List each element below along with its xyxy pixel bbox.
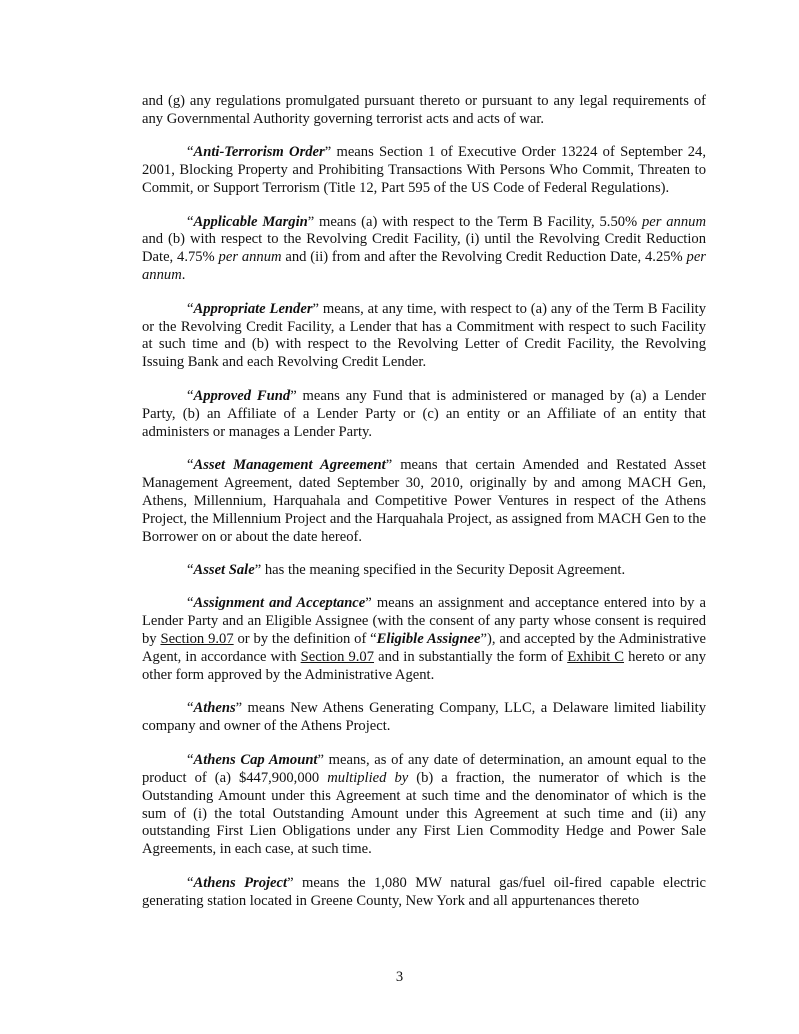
definition-appropriate-lender: “Appropriate Lender” means, at any time, with respect to (a) any of the Term B Facility or the Revolving Credit Facility, a Lender that has a Commitment with respect to such Facility at such time and (b) with respect to the Revolving Letter of Credit Facility, the Revolving Issuing Bank and each Revolving Credit Lender.: [142, 300, 706, 371]
definition-text: and (b) with respect to the Revolving Credit Facility, (i) until the Revolving Credit Reduction Date, 4.75%: [142, 231, 706, 266]
definition-text: ”), and accepted by the Administrative Agent, in accordance with: [142, 631, 707, 666]
definition-text: and in substantially the form of: [374, 649, 568, 666]
definition-approved-fund: “Approved Fund” means any Fund that is administered or managed by (a) a Lender Party, (b) an Affiliate of a Lender Party or (c) an entity or an Affiliate of an entity that administers or manages a Lender Party.: [142, 387, 706, 440]
definition-text: means (a) with respect to the Term B Facility, 5.50%: [314, 213, 642, 230]
definition-text: means Section 1 of Executive Order 13224 of September 24, 2001, Blocking Property and Prohibiting Transactions With Persons Who Commit, Threaten to Commit, or Support Terrorism (Title 12, Part 595 of the US Code of Federal Regulations).: [142, 144, 706, 197]
defined-term: Athens Cap Amount: [193, 751, 318, 768]
definition-athens-cap-amount: “Athens Cap Amount” means, as of any date of determination, an amount equal to the product of (a) $447,900,000 multiplied by (b) a fraction, the numerator of which is the Outstanding Amount under this Agreement at such time and the denominator of which is the sum of (i) the total Outstanding Amount under this Agreement at such time and (ii) any outstanding First Lien Obligations under any First Lien Commodity Hedge and Power Sale Agreements, in each case, at such time.: [142, 751, 707, 858]
definition-athens-project: “Athens Project” means the 1,080 MW natural gas/fuel oil-fired capable electric generating station located in Greene County, New York and all appurtenances thereto: [142, 874, 706, 909]
defined-term: Applicable Margin: [193, 213, 308, 230]
definition-anti-terrorism-order: “Anti-Terrorism Order” means Section 1 of Executive Order 13224 of September 24, 2001, Blocking Property and Prohibiting Transactions With Persons Who Commit, Threaten to Commit, or Support Terrorism (Title 12, Part 595 of the US Code of Federal Regulations).: [142, 144, 706, 197]
definition-text: means an assignment and acceptance entered into by a Lender Party and an Eligible Assignee (with the consent of any party whose consent is required by: [142, 595, 706, 648]
definition-text: and (ii) from and after the Revolving Credit Reduction Date, 4.25%: [281, 249, 687, 266]
defined-term: Athens Project: [193, 874, 288, 891]
defined-term: Athens: [193, 700, 236, 717]
definition-text: means, as of any date of determination, an amount equal to the product of (a) $447,900,000: [142, 751, 707, 786]
definition-text: means, at any time, with respect to (a) any of the Term B Facility or the Revolving Credit Facility, a Lender that has a Commitment with respect to such Facility at such time and (b) with respect to the Revolving Letter of Credit Facility, the Revolving Issuing Bank and each Revolving Credit Lender.: [142, 300, 706, 371]
defined-term: Asset Management Agreement: [193, 457, 386, 473]
definition-asset-management-agreement: “Asset Management Agreement” means that certain Amended and Restated Asset Management Agreement, dated September 30, 2010, originally by and among MACH Gen, Athens, Millennium, Harquahala and Competitive Power Ventures in respect of the Athens Project, the Millennium Project and the Harquahala Project, as assigned from MACH Gen to the Borrower on or about the date hereof.: [142, 457, 706, 545]
defined-term: Eligible Assignee: [376, 631, 481, 648]
section-reference: Section 9.07: [300, 649, 375, 666]
definition-asset-sale: “Asset Sale” has the meaning specified in the Security Deposit Agreement.: [187, 562, 626, 579]
defined-term: Asset Sale: [193, 562, 255, 579]
definition-text: hereto or any other form approved by the Administrative Agent.: [142, 649, 706, 684]
intro-paragraph: [142, 93, 706, 129]
exhibit-reference: Exhibit C: [567, 649, 625, 666]
intro-text: and (g) any regulations promulgated pursuant thereto or pursuant to any legal requirements of any Governmental Authority governing terrorist acts and acts of war.: [142, 93, 706, 127]
definition-text: means any Fund that is administered or managed by (a) a Lender Party, (b) an Affiliate of a Lender Party or (c) an entity or an Affiliate of an entity that administers or manages a Lender Party.: [142, 387, 706, 440]
italic-phrase: per annum: [142, 249, 706, 284]
definition-text: or by the definition of “: [233, 631, 377, 648]
section-reference: Section 9.07: [160, 631, 234, 648]
page-number: 3: [395, 969, 404, 985]
definition-text: (b) a fraction, the numerator of which is the Outstanding Amount under this Agreement at such time and the denominator of which is the sum of (i) the total Outstanding Amount under this Agreement at such time and (ii) any outstanding First Lien Obligations under any First Lien Commodity Hedge and Power Sale Agreements, in each case, at such time.: [142, 769, 707, 858]
definition-assignment-and-acceptance: “Assignment and Acceptance” means an assignment and acceptance entered into by a Lender Party and an Eligible Assignee (with the consent of any party whose consent is required by Section 9.07 or by the definition of “Eligible Assignee”), and accepted by the Administrative Agent, in accordance with Section 9.07 and in substantially the form of Exhibit C hereto or any other form approved by the Administrative Agent.: [142, 595, 707, 684]
definition-text: means New Athens Generating Company, LLC, a Delaware limited liability company and owner of the Athens Project.: [142, 700, 706, 735]
definition-text: .: [181, 267, 186, 284]
defined-term: Approved Fund: [193, 387, 291, 404]
defined-term: Anti-Terrorism Order: [193, 144, 325, 161]
italic-phrase: multiplied by: [327, 769, 409, 786]
defined-term: Assignment and Acceptance: [193, 595, 366, 612]
definition-text: has the meaning specified in the Security Deposit Agreement.: [261, 562, 626, 579]
definition-text: means the 1,080 MW natural gas/fuel oil-fired capable electric generating station located in Greene County, New York and all appurtenances thereto: [142, 874, 706, 909]
definition-athens: “Athens” means New Athens Generating Company, LLC, a Delaware limited liability company and owner of the Athens Project.: [142, 700, 706, 735]
defined-term: Appropriate Lender: [193, 300, 313, 317]
page-body: [142, 93, 706, 926]
italic-phrase: per annum: [218, 249, 282, 266]
definition-text: means that certain Amended and Restated Asset Management Agreement, dated September 30, 2010, originally by and among MACH Gen, Athens, Millennium, Harquahala and Competitive Power Ventures in respect of the Athens Project, the Millennium Project and the Harquahala Project, as assigned from MACH Gen to the Borrower on or about the date hereof.: [142, 457, 706, 545]
definition-applicable-margin: “Applicable Margin” means (a) with respect to the Term B Facility, 5.50% per annum and (b) with respect to the Revolving Credit Facility, (i) until the Revolving Credit Reduction Date, 4.75% per annum and (ii) from and after the Revolving Credit Reduction Date, 4.25% per annum.: [142, 213, 706, 284]
italic-phrase: per annum: [642, 213, 706, 230]
